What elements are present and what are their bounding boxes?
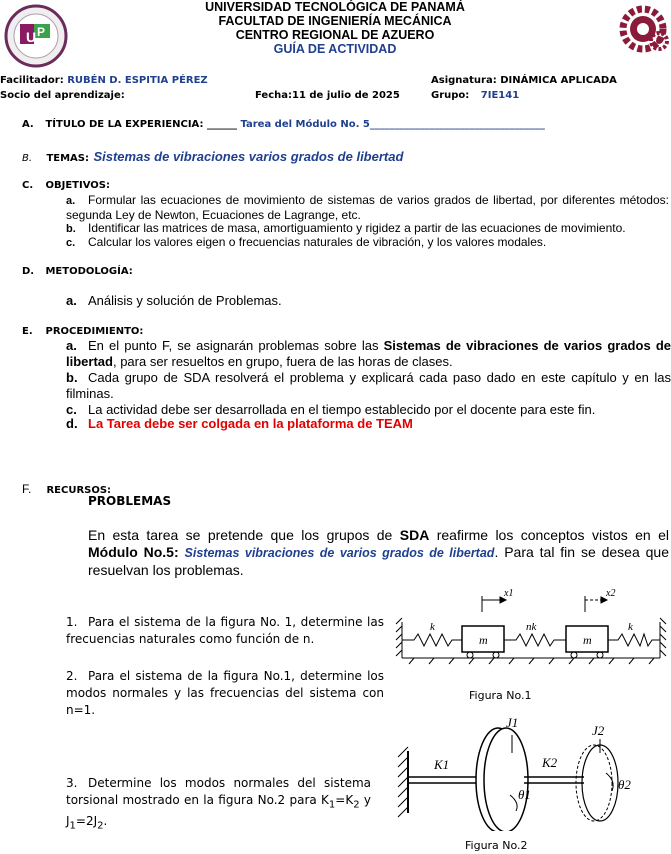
fig2-k1-label: K1 [434,757,450,772]
problem-2 [66,668,384,719]
figure-2-diagram [394,713,671,831]
procedure-d-mark: d. [66,416,78,431]
figure-1-diagram [394,584,668,668]
objective-a-text: Formular las ecuaciones de movimiento de sistemas de varios grados de libertad, por diferentes métodos: segunda Ley de Newton, Ecuaciones de Lagrange, etc. [66,193,669,222]
intro-sda: SDA [399,527,430,543]
procedure-a [66,338,671,370]
fig2-theta1-label: θ1 [518,787,531,802]
fig1-k-left-label: k [430,621,435,633]
section-d [22,266,133,277]
problem-1-text: Para el sistema de la figura No. 1, determine las frecuencias naturales como función de n. [66,615,384,646]
fig1-x2-label: x2 [606,588,616,599]
problem-3-text1: Determine los modos normales del sistema torsional mostrado en la figura No.2 para K [66,776,371,807]
section-f-letter: F. [22,482,32,496]
procedure-a-text1: En el punto F, se asignarán problemas sobre las [88,338,384,353]
methodology-mark: a. [66,293,77,308]
fig2-j1-label: J1 [506,715,519,730]
problem-1-number: 1. [66,615,78,629]
objective-c-mark: c. [66,237,76,249]
problem-3-text5: . [103,814,108,829]
objective-a-mark: a. [66,195,76,207]
methodology-item [66,293,282,308]
intro-topic: Sistemas vibraciones de varios grados de libertad [184,546,495,560]
facilitator-row [0,75,208,86]
figure-1-caption: Figura No.1 [469,689,532,702]
problem-3-sub1: 1 [328,799,336,811]
section-e-label: PROCEDIMIENTO: [45,326,144,337]
objective-b [66,221,669,236]
section-a [22,119,545,130]
header-center: CENTRO REGIONAL DE AZUERO [235,28,435,42]
intro-module: Módulo No.5: [88,544,179,560]
figure-2-caption: Figura No.2 [465,839,528,852]
procedure-b-mark: b. [66,370,78,385]
header-university: UNIVERSIDAD TECNOLÓGICA DE PANAMÁ [205,0,465,14]
section-b [22,148,403,166]
objective-b-mark: b. [66,223,76,235]
fig2-k2-label: K2 [542,755,558,770]
date-text: Fecha:11 de julio de 2025 [255,90,400,101]
section-e [22,326,143,337]
methodology-text: Análisis y solución de Problemas. [88,293,282,308]
problem-3-sub4: 2 [97,820,104,832]
problem-2-number: 2. [66,669,78,683]
group-row [431,90,519,101]
section-d-letter: D. [22,266,35,277]
section-c-letter: C. [22,180,34,191]
problem-1 [66,614,384,648]
fig1-m1-label: m [479,633,488,647]
section-b-value: Sistemas de vibraciones varios grados de libertad [93,149,404,164]
section-a-label: TÍTULO DE LA EXPERIENCIA: ______ [45,119,237,130]
procedure-c-text: La actividad debe ser desarrollada en el tiempo establecido por el docente para este fin. [88,402,596,417]
intro-text3: . Para tal fin se desea que resuelvan los problemas. [88,544,669,578]
procedure-a-mark: a. [66,338,77,353]
header-faculty: FACULTAD DE INGENIERÍA MECÁNICA [218,14,452,28]
problem-3-number: 3. [66,776,78,790]
problems-title: PROBLEMAS [88,494,172,508]
subject-name: DINÁMICA APLICADA [500,75,617,86]
objective-a [66,193,669,222]
problem-3-sub3: 1 [69,820,76,832]
section-d-label: METODOLOGÍA: [45,266,133,277]
problem-3-text4: =2J [75,814,98,829]
svg-text:P: P [37,25,46,39]
utp-logo [4,4,68,68]
problem-3-sub2: 2 [353,799,360,811]
gear-icon [648,30,670,52]
intro-text1: En esta tarea se pretende que los grupos de [88,527,400,543]
section-b-letter: B. [22,153,33,164]
section-f-label: RECURSOS: [46,485,112,496]
fig1-m2-label: m [583,633,592,647]
partner-label: Socio del aprendizaje: [0,90,125,101]
procedure-a-bold: Sistemas de vibraciones de varios grados de libertad [66,338,671,369]
problem-3 [66,775,371,835]
svg-text:U: U [26,29,37,45]
procedure-d-text: La Tarea debe ser colgada en la plataforma de TEAM [88,416,413,431]
subject-label: Asignatura: [431,75,497,86]
intro-paragraph [88,527,669,579]
problem-3-text2: =K [335,793,354,807]
fig2-theta2-label: θ2 [618,777,631,792]
objective-b-text: Identificar las matrices de masa, amortiguamiento y rigidez a partir de las ecuaciones de movimiento. [88,221,626,235]
section-c [22,180,110,191]
subject-row [431,75,617,86]
objective-c [66,235,669,250]
fig1-nk-label: nk [526,621,537,633]
procedure-a-text2: , para ser resueltos en grupo, fuera de las horas de clases. [112,354,453,369]
section-b-label: TEMAS: [46,153,89,164]
facilitator-name: RUBÉN D. ESPITIA PÉREZ [67,75,208,86]
objective-c-text: Calcular los valores eigen o frecuencias naturales de vibración, y los valores modales. [88,235,547,249]
group-value: 7IE141 [480,90,520,101]
fig2-j2-label: J2 [592,723,605,738]
intro-text2: reafirme los conceptos vistos en el [429,527,669,543]
section-e-letter: E. [22,326,33,337]
group-label: Grupo: [431,90,470,101]
section-a-value: Tarea del Módulo No. 5___________________________________ [240,119,545,130]
fig1-k-right-label: k [628,621,633,633]
procedure-b [66,370,671,402]
problem-2-text: Para el sistema de la figura No.1, determine los modos normales y las frecuencias del sistema con n=1. [66,669,384,717]
problem-3-text3: y J [66,793,371,829]
procedure-b-text: Cada grupo de SDA resolverá el problema y explicará cada paso dado en este capítulo y en las filminas. [66,370,671,401]
procedure-c-mark: c. [66,402,77,417]
facilitator-label: Facilitador: [0,75,64,86]
procedure-d [66,416,671,432]
section-c-label: OBJETIVOS: [45,180,110,191]
header-guide: GUÍA DE ACTIVIDAD [273,42,397,56]
fig1-x1-label: x1 [504,588,514,599]
section-a-letter: A. [22,119,34,130]
